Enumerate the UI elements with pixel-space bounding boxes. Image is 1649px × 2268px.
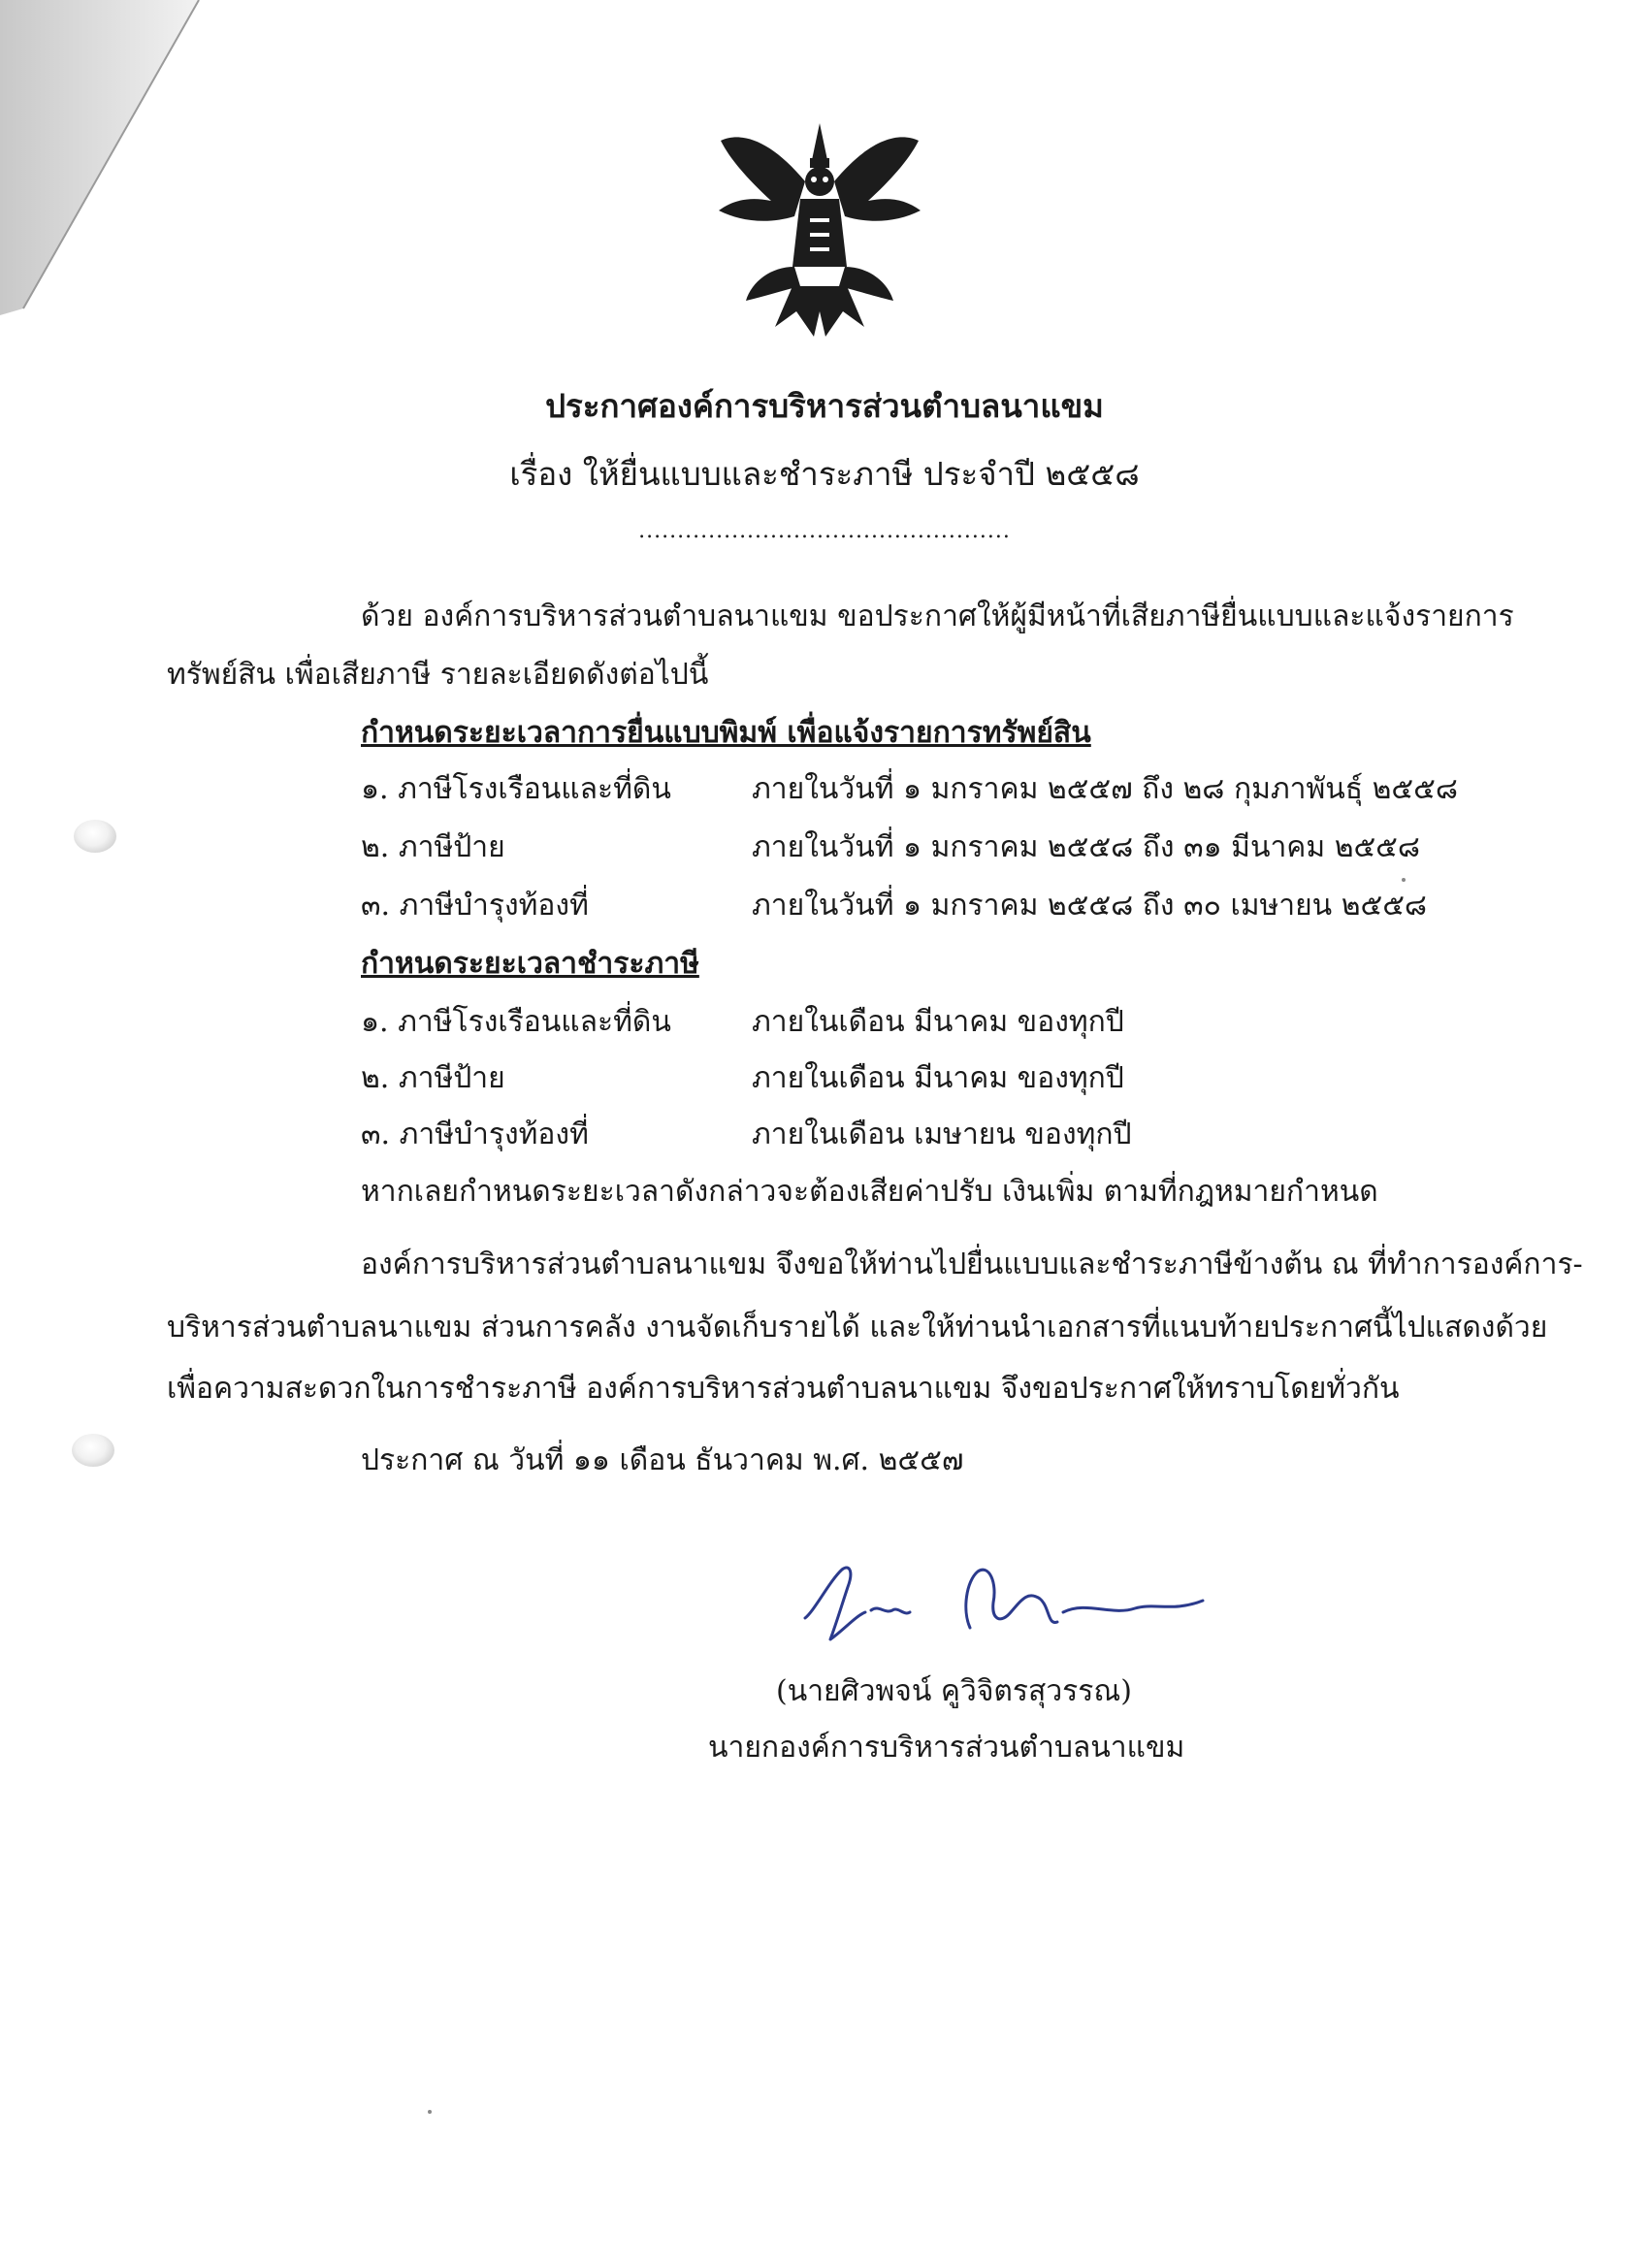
garuda-emblem-icon — [713, 121, 926, 344]
payment-item-label: ๓. ภาษีบำรุงท้องที่ — [361, 1118, 589, 1151]
payment-item-period: ภายในเดือน มีนาคม ของทุกปี — [752, 1061, 1124, 1095]
closing-line-3: เพื่อความสะดวกในการชำระภาษี องค์การบริหารส่วนตำบลนาแขม จึงขอประกาศให้ทราบโดยทั่วกัน — [167, 1372, 1400, 1406]
handwritten-signature — [786, 1542, 1222, 1659]
filing-item-period: ภายในวันที่ ๑ มกราคม ๒๕๕๘ ถึง ๓๐ เมษายน ๒๕๕๘ — [752, 889, 1428, 923]
filing-heading: กำหนดระยะเวลาการยื่นแบบพิมพ์ เพื่อแจ้งรายการทรัพย์สิน — [361, 716, 1091, 750]
signatory-name: (นายศิวพจน์ คูวิจิตรสุวรรณ) — [776, 1674, 1132, 1708]
filing-item-period: ภายในวันที่ ๑ มกราคม ๒๕๕๗ ถึง ๒๘ กุมภาพันธุ์ ๒๕๕๘ — [752, 772, 1458, 806]
announcement-subject: เรื่อง ให้ยื่นแบบและชำระภาษี ประจำปี ๒๕๕๘ — [509, 455, 1140, 493]
announcement-title: ประกาศองค์การบริหารส่วนตำบลนาแขม — [545, 387, 1104, 425]
intro-line-2: ทรัพย์สิน เพื่อเสียภาษี รายละเอียดดังต่อไปนี้ — [167, 658, 709, 692]
penalty-note: หากเลยกำหนดระยะเวลาดังกล่าวจะต้องเสียค่าปรับ เงินเพิ่ม ตามที่กฎหมายกำหนด — [361, 1175, 1378, 1209]
scan-speck — [1402, 878, 1406, 882]
filing-item-label: ๑. ภาษีโรงเรือนและที่ดิน — [361, 772, 671, 806]
punch-hole — [74, 820, 116, 853]
payment-item-label: ๒. ภาษีป้าย — [361, 1061, 505, 1095]
payment-item-period: ภายในเดือน เมษายน ของทุกปี — [752, 1118, 1132, 1151]
closing-line-1: องค์การบริหารส่วนตำบลนาแขม จึงขอให้ท่านไปยื่นแบบและชำระภาษีข้างต้น ณ ที่ทำการองค์การ- — [361, 1247, 1583, 1281]
announcement-date: ประกาศ ณ วันที่ ๑๑ เดือน ธันวาคม พ.ศ. ๒๕๕๗ — [361, 1443, 964, 1477]
title-separator: ................................................ — [638, 519, 1011, 543]
payment-item-label: ๑. ภาษีโรงเรือนและที่ดิน — [361, 1005, 671, 1039]
payment-item-period: ภายในเดือน มีนาคม ของทุกปี — [752, 1005, 1124, 1039]
page-corner-shadow — [0, 0, 223, 330]
closing-line-2: บริหารส่วนตำบลนาแขม ส่วนการคลัง งานจัดเก็บรายได้ และให้ท่านนำเอกสารที่แนบท้ายประกาศนี้ไปแสดงด้วย — [167, 1311, 1548, 1345]
payment-heading: กำหนดระยะเวลาชำระภาษี — [361, 947, 699, 981]
filing-item-label: ๒. ภาษีป้าย — [361, 830, 505, 864]
intro-line-1: ด้วย องค์การบริหารส่วนตำบลนาแขม ขอประกาศให้ผู้มีหน้าที่เสียภาษียื่นแบบและแจ้งรายการ — [361, 599, 1514, 633]
filing-item-label: ๓. ภาษีบำรุงท้องที่ — [361, 889, 589, 923]
punch-hole — [72, 1434, 114, 1467]
filing-item-period: ภายในวันที่ ๑ มกราคม ๒๕๕๘ ถึง ๓๑ มีนาคม ๒๕๕๘ — [752, 830, 1421, 864]
signatory-position: นายกองค์การบริหารส่วนตำบลนาแขม — [708, 1731, 1185, 1765]
scan-speck — [428, 2110, 432, 2114]
